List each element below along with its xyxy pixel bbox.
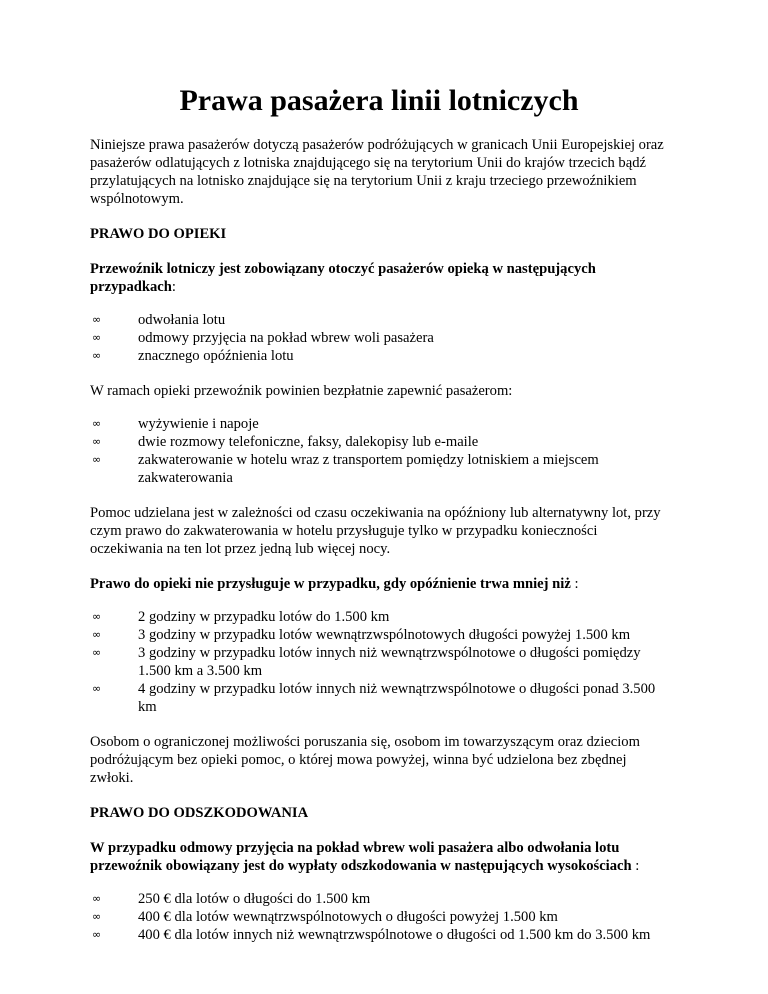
compensation-heading: PRAWO DO ODSZKODOWANIA bbox=[90, 805, 309, 821]
compensation-amounts-list bbox=[90, 890, 668, 944]
bullet-icon: ∞ bbox=[92, 313, 102, 326]
bullet-icon: ∞ bbox=[92, 892, 102, 905]
compensation-lead-bold: W przypadku odmowy przyjęcia na pokład wbrew woli pasażera albo odwołania lotu przewoźnik obowiązany jest do wypłaty odszkodowania w następujących wysokościach bbox=[90, 840, 632, 874]
bullet-icon: ∞ bbox=[92, 417, 102, 430]
list-item-text: dwie rozmowy telefoniczne, faksy, dalekopisy lub e-maile bbox=[138, 434, 479, 450]
delay-lead bbox=[90, 575, 668, 593]
list-item bbox=[90, 890, 668, 908]
compensation-lead bbox=[90, 839, 668, 875]
list-item bbox=[90, 608, 668, 626]
list-item bbox=[90, 415, 668, 433]
list-item-text: odwołania lotu bbox=[138, 312, 226, 328]
bullet-icon: ∞ bbox=[92, 628, 102, 641]
assistance-note: Pomoc udzielana jest w zależności od czasu oczekiwania na opóźniony lub alternatywny lot, przy czym prawo do zakwaterowania w hotelu przysługuje tylko w przypadku konieczności oczekiwania na ten lot przez jedną lub więcej nocy. bbox=[90, 505, 661, 557]
list-item-text: 250 € dla lotów o długości do 1.500 km bbox=[138, 891, 371, 907]
care-provisions-list bbox=[90, 415, 668, 487]
list-item bbox=[90, 626, 668, 644]
list-item-text: 3 godziny w przypadku lotów wewnątrzwspólnotowych długości powyżej 1.500 km bbox=[138, 627, 631, 643]
care-cases-list bbox=[90, 311, 668, 365]
list-item bbox=[90, 680, 668, 716]
list-item bbox=[90, 311, 668, 329]
care-heading: PRAWO DO OPIEKI bbox=[90, 226, 227, 242]
list-item-text: 400 € dla lotów innych niż wewnątrzwspólnotowe o długości od 1.500 km do 3.500 km bbox=[138, 927, 651, 943]
delay-lead-bold: Prawo do opieki nie przysługuje w przypadku, gdy opóźnienie trwa mniej niż bbox=[90, 576, 571, 592]
list-item-text: 400 € dla lotów wewnątrzwspólnotowych o długości powyżej 1.500 km bbox=[138, 909, 558, 925]
list-item bbox=[90, 451, 668, 487]
intro-paragraph: Niniejsze prawa pasażerów dotyczą pasażerów podróżujących w granicach Unii Europejskiej oraz pasażerów odlatujących z lotniska znajdującego się na terytorium Unii do krajów trzecich bądź przylatujących na lotnisko znajdujące się na terytorium Unii z kraju trzeciego przewoźnikiem wspólnotowym. bbox=[90, 137, 664, 207]
list-item-text: odmowy przyjęcia na pokład wbrew woli pasażera bbox=[138, 330, 434, 346]
list-item bbox=[90, 926, 668, 944]
care-lead-bold: Przewoźnik lotniczy jest zobowiązany otoczyć pasażerów opieką w następujących przypadkach bbox=[90, 261, 596, 295]
list-item bbox=[90, 433, 668, 451]
list-item bbox=[90, 644, 668, 680]
bullet-icon: ∞ bbox=[92, 682, 102, 695]
compensation-lead-tail: : bbox=[631, 858, 640, 874]
bullet-icon: ∞ bbox=[92, 331, 102, 344]
delay-lead-tail: : bbox=[570, 576, 579, 592]
list-item-text: 4 godziny w przypadku lotów innych niż wewnątrzwspólnotowe o długości ponad 3.500 km bbox=[138, 681, 656, 715]
bullet-icon: ∞ bbox=[92, 910, 102, 923]
bullet-icon: ∞ bbox=[92, 610, 102, 623]
document-title: Prawa pasażera linii lotniczych bbox=[179, 84, 579, 117]
list-item-text: wyżywienie i napoje bbox=[138, 416, 259, 432]
bullet-icon: ∞ bbox=[92, 928, 102, 941]
list-item-text: zakwaterowanie w hotelu wraz z transportem pomiędzy lotniskiem a miejscem zakwaterowania bbox=[138, 452, 599, 486]
provide-intro: W ramach opieki przewoźnik powinien bezpłatnie zapewnić pasażerom: bbox=[90, 383, 513, 399]
delay-thresholds-list bbox=[90, 608, 668, 716]
bullet-icon: ∞ bbox=[92, 349, 102, 362]
care-lead-tail: : bbox=[171, 279, 176, 295]
bullet-icon: ∞ bbox=[92, 646, 102, 659]
list-item bbox=[90, 329, 668, 347]
list-item bbox=[90, 347, 668, 365]
bullet-icon: ∞ bbox=[92, 453, 102, 466]
care-lead bbox=[90, 260, 668, 296]
list-item-text: 3 godziny w przypadku lotów innych niż wewnątrzwspólnotowe o długości pomiędzy 1.500 km a 3.500 km bbox=[138, 645, 641, 679]
bullet-icon: ∞ bbox=[92, 435, 102, 448]
reduced-mobility-note: Osobom o ograniczonej możliwości poruszania się, osobom im towarzyszącym oraz dzieciom podróżującym bez opieki pomoc, o której mowa powyżej, winna być udzielona bez zbędnej zwłoki. bbox=[90, 734, 640, 786]
list-item-text: 2 godziny w przypadku lotów do 1.500 km bbox=[138, 609, 390, 625]
list-item-text: znacznego opóźnienia lotu bbox=[138, 348, 294, 364]
list-item bbox=[90, 908, 668, 926]
